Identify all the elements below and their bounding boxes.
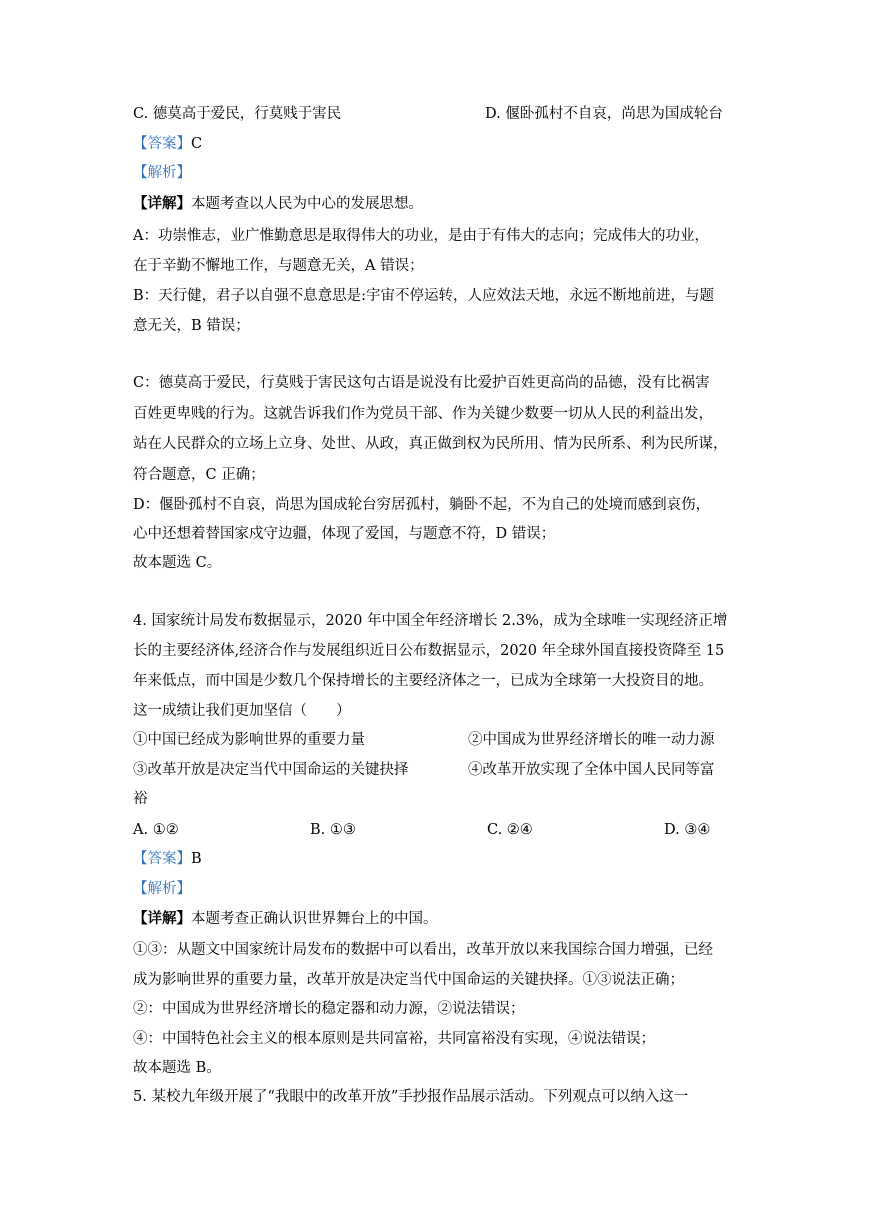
answer-value: B: [191, 851, 202, 867]
q4-detail: [133, 909, 438, 929]
q5-stem: 5. 某校九年级开展了“我眼中的改革开放”手抄报作品展示活动。下列观点可以纳入这一: [133, 1089, 689, 1105]
q3-conclusion: 故本题选 C。: [133, 555, 222, 571]
q3-detail: [133, 194, 423, 214]
q4-analysis-line-4: ④：中国特色社会主义的根本原则是共同富裕，共同富裕没有实现，④说法错误；: [133, 1031, 655, 1047]
q3-c-line-1: C：德莫高于爱民，行莫贱于害民这句古语是说没有比爱护百姓更高尚的品德，没有比祸害: [133, 375, 710, 391]
choice-a: A. ①②: [133, 822, 179, 838]
q4-statement-3: ③改革开放是决定当代中国命运的关键抉择: [133, 762, 409, 778]
detail-tag: 【详解】: [133, 195, 191, 212]
q4-analysis-line-2: 成为影响世界的重要力量，改革开放是决定当代中国命运的关键抉择。①③说法正确；: [133, 972, 684, 988]
answer-tag: 【答案】: [133, 136, 191, 152]
detail-text: 本题考查正确认识世界舞台上的中国。: [191, 911, 438, 927]
detail-tag: 【详解】: [133, 910, 191, 927]
q3-d-line-1: D：偃卧孤村不自哀，尚思为国成轮台穷居孤村，躺卧不起，不为自己的处境而感到哀伤，: [133, 497, 711, 513]
q3-analysis-tag: 【解析】: [133, 165, 191, 181]
choice-b: B. ①③: [310, 822, 356, 838]
answer-value: C: [191, 136, 203, 152]
q4-stem-line-3: 年来低点，而中国是少数几个保持增长的主要经济体之一，已成为全球第一大投资目的地。: [133, 673, 713, 689]
q4-statement-2: ②中国成为世界经济增长的唯一动力源: [468, 732, 715, 748]
q3-c-line-4: 符合题意，C 正确；: [133, 467, 265, 483]
q3-answer: [133, 134, 202, 154]
choice-d: D. ③④: [664, 822, 711, 838]
q4-analysis-line-3: ②：中国成为世界经济增长的稳定器和动力源，②说法错误；: [133, 1001, 525, 1017]
detail-text: 本题考查以人民为中心的发展思想。: [191, 196, 423, 212]
q4-analysis-line-1: ①③：从题文中国家统计局发布的数据中可以看出，改革开放以来我国综合国力增强，已经: [133, 942, 713, 958]
q3-b-line-1: B：天行健，君子以自强不息意思是:宇宙不停运转，人应效法天地，永远不断地前进，与题: [133, 288, 715, 304]
option-c: C. 德莫高于爱民，行莫贱于害民: [133, 106, 342, 122]
q4-stem-line-1: 4. 国家统计局发布数据显示，2020 年中国全年经济增长 2.3%，成为全球唯一实现经济正增: [133, 613, 728, 629]
q3-d-line-2: 心中还想着替国家戍守边疆，体现了爱国，与题意不符，D 错误；: [133, 526, 556, 542]
q4-conclusion: 故本题选 B。: [133, 1060, 221, 1076]
q3-b-line-2: 意无关，B 错误；: [133, 318, 250, 334]
q4-statement-4: ④改革开放实现了全体中国人民同等富: [468, 762, 715, 778]
choice-c: C. ②④: [487, 822, 533, 838]
q3-a-line-1: A：功崇惟志，业广惟勤意思是取得伟大的功业，是由于有伟大的志向；完成伟大的功业，: [133, 228, 709, 244]
q4-analysis-tag: 【解析】: [133, 881, 191, 897]
q3-a-line-2: 在于辛勤不懈地工作，与题意无关，A 错误；: [133, 258, 424, 274]
q4-statement-4-cont: 裕: [133, 791, 148, 807]
q3-c-line-2: 百姓更卑贱的行为。这就告诉我们作为党员干部、作为关键少数要一切从人民的利益出发，: [133, 406, 713, 422]
option-d: D. 偃卧孤村不自哀，尚思为国成轮台: [485, 106, 723, 122]
answer-tag: 【答案】: [133, 851, 191, 867]
q4-answer: [133, 849, 202, 869]
q3-c-line-3: 站在人民群众的立场上立身、处世、从政，真正做到权为民所用、情为民所系、利为民所谋，: [133, 436, 728, 452]
q4-statement-1: ①中国已经成为影响世界的重要力量: [133, 732, 365, 748]
q4-stem-line-4: 这一成绩让我们更加坚信（ ）: [133, 703, 351, 719]
q4-stem-line-2: 长的主要经济体,经济合作与发展组织近日公布数据显示，2020 年全球外国直接投资降至 15: [133, 643, 725, 659]
